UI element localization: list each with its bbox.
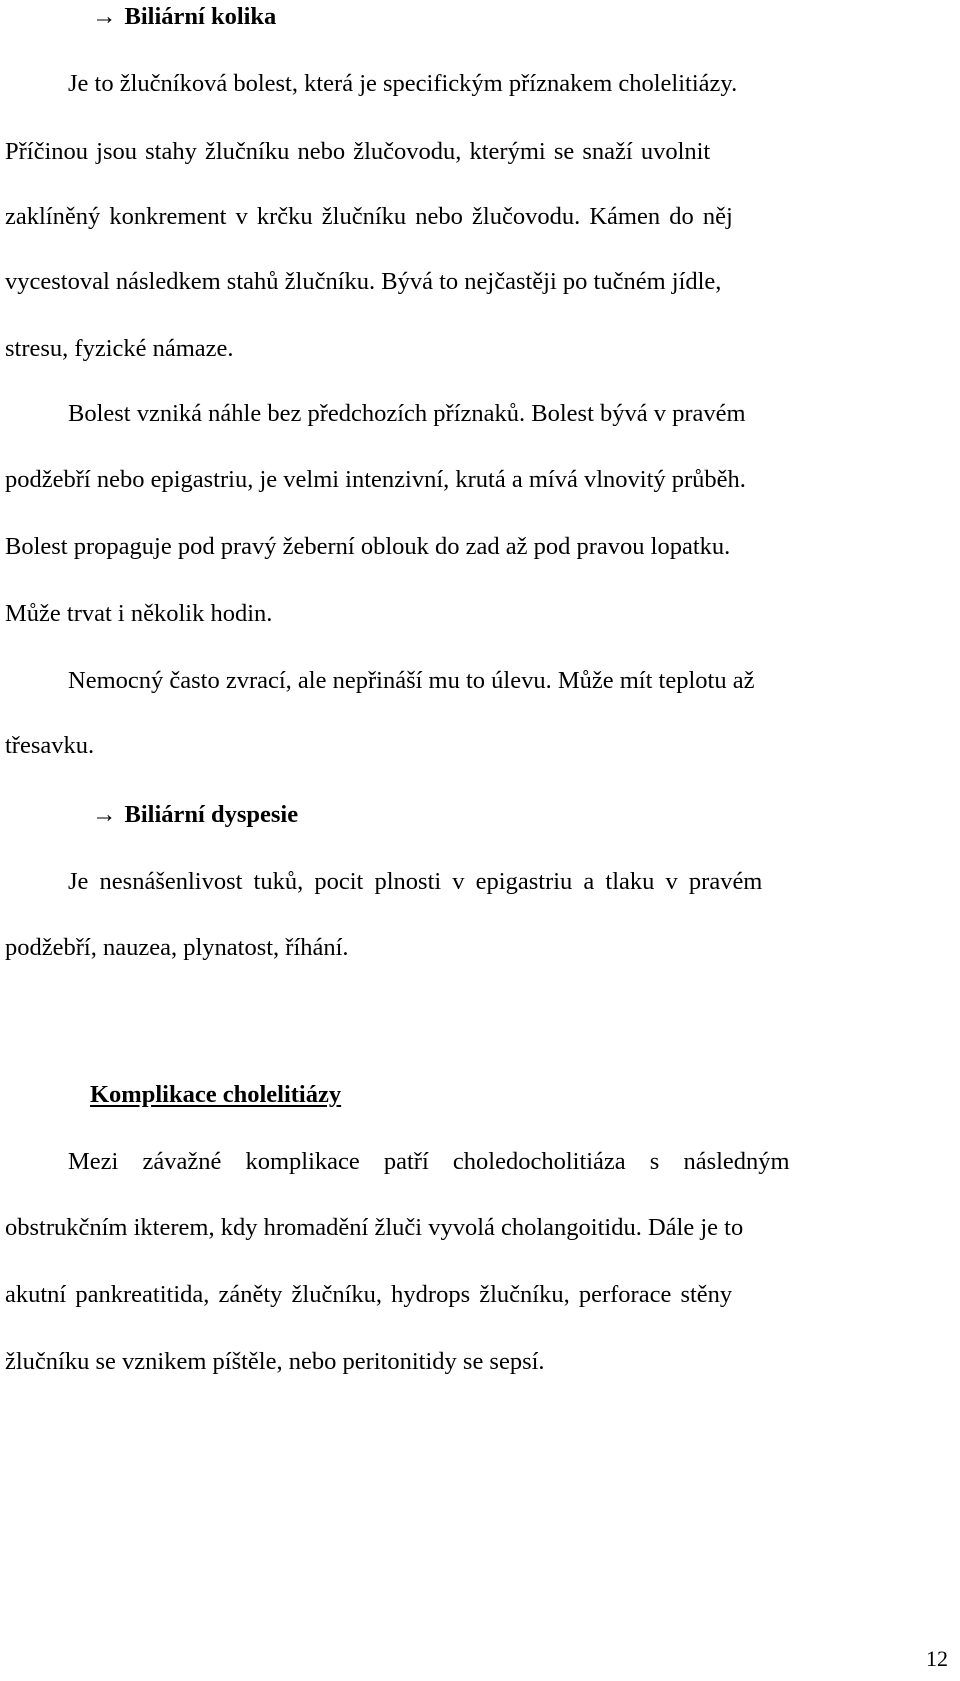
paragraph-line bbox=[68, 1150, 790, 1175]
paragraph-line bbox=[5, 535, 730, 560]
line-text: stresu, fyzické námaze. bbox=[5, 335, 234, 362]
line-text: obstrukčním ikterem, kdy hromadění žluči vyvolá cholangoitidu. Dále je to bbox=[5, 1214, 744, 1241]
paragraph-line bbox=[5, 602, 272, 627]
paragraph-line bbox=[5, 468, 746, 493]
arrow-right-icon: → bbox=[92, 3, 117, 30]
paragraph-line bbox=[68, 669, 754, 694]
paragraph-line bbox=[5, 734, 94, 759]
page-number: 12 bbox=[926, 1646, 948, 1671]
line-text: Je nesnášenlivost tuků, pocit plnosti v epigastriu a tlaku v pravém bbox=[68, 868, 763, 895]
line-text: Nemocný často zvrací, ale nepřináší mu to úlevu. Může mít teplotu až bbox=[68, 667, 755, 694]
line-text: třesavku. bbox=[5, 732, 95, 759]
heading-text: Biliární dyspesie bbox=[124, 801, 299, 828]
heading-text: Biliární kolika bbox=[124, 3, 277, 30]
line-text: vycestoval následkem stahů žlučníku. Bývá to nejčastěji po tučném jídle, bbox=[5, 268, 722, 295]
section-heading-komplikace: Komplikace cholelitiázy bbox=[90, 1081, 342, 1108]
section-heading-biliarni-kolika bbox=[92, 5, 276, 30]
paragraph-line bbox=[5, 140, 710, 165]
paragraph-line bbox=[5, 936, 349, 961]
paragraph-line bbox=[5, 337, 234, 362]
paragraph-line bbox=[5, 1216, 743, 1241]
arrow-right-icon: → bbox=[92, 801, 117, 828]
paragraph-line bbox=[5, 1350, 545, 1375]
line-text: zaklíněný konkrement v krčku žlučníku nebo žlučovodu. Kámen do něj bbox=[5, 203, 733, 230]
paragraph-line bbox=[5, 205, 733, 230]
paragraph-line bbox=[5, 270, 721, 295]
paragraph-line bbox=[68, 870, 762, 895]
line-text: Je to žlučníková bolest, která je specifickým příznakem cholelitiázy. bbox=[68, 70, 738, 97]
line-text: podžebří, nauzea, plynatost, říhání. bbox=[5, 934, 349, 961]
line-text: Bolest vzniká náhle bez předchozích příznaků. Bolest bývá v pravém bbox=[68, 400, 746, 427]
paragraph-line bbox=[68, 402, 746, 427]
line-text: žlučníku se vznikem píštěle, nebo peritonitidy se sepsí. bbox=[5, 1348, 545, 1375]
paragraph-line bbox=[5, 1283, 732, 1308]
line-text: Mezi závažné komplikace patří choledocholitiáza s následným bbox=[68, 1148, 790, 1175]
line-text: Bolest propaguje pod pravý žeberní oblouk do zad až pod pravou lopatku. bbox=[5, 533, 731, 560]
line-text: Příčinou jsou stahy žlučníku nebo žlučovodu, kterými se snaží uvolnit bbox=[5, 138, 711, 165]
paragraph-line bbox=[68, 72, 955, 97]
line-text: akutní pankreatitida, záněty žlučníku, hydrops žlučníku, perforace stěny bbox=[5, 1281, 733, 1308]
line-text: podžebří nebo epigastriu, je velmi intenzivní, krutá a mívá vlnovitý průběh. bbox=[5, 466, 746, 493]
line-text: Může trvat i několik hodin. bbox=[5, 600, 273, 627]
section-heading-biliarni-dyspesie bbox=[92, 803, 298, 828]
